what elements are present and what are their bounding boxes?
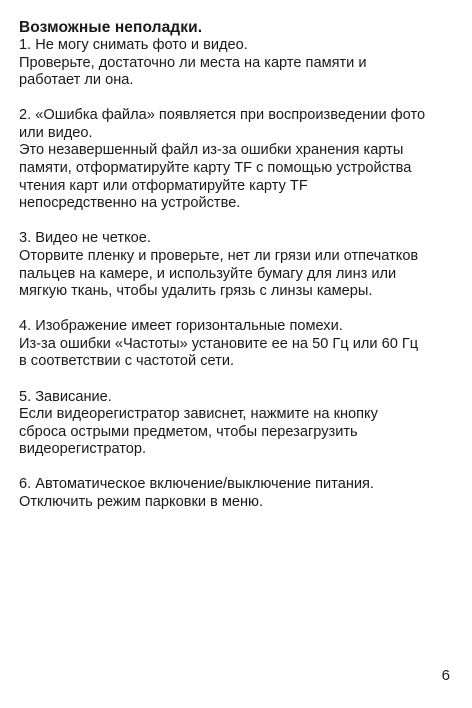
item-body-line: Из-за ошибки «Частоты» установите ее на 50 Гц или 60 Гц — [19, 335, 419, 352]
item-body-line: видеорегистратор. — [19, 441, 147, 458]
item-heading: 5. Зависание. — [19, 388, 112, 405]
item-heading: 2. «Ошибка файла» появляется при воспроизведении фото — [19, 107, 426, 124]
troubleshooting-item-6 — [19, 476, 459, 511]
item-body-line: Проверьте, достаточно ли места на карте памяти и — [19, 54, 367, 71]
item-body-line: мягкую ткань, чтобы удалить грязь с линзы камеры. — [19, 283, 373, 300]
item-body-line: работает ли она. — [19, 72, 134, 89]
item-body-line: Это незавершенный файл из-за ошибки хранения карты — [19, 142, 404, 159]
item-body-line: Оторвите пленку и проверьте, нет ли грязи или отпечатков — [19, 247, 419, 264]
item-heading: 3. Видео не четкое. — [19, 230, 151, 247]
item-heading: 4. Изображение имеет горизонтальные помехи. — [19, 318, 343, 335]
page-number: 6 — [441, 667, 450, 684]
item-heading: 1. Не могу снимать фото и видео. — [19, 37, 248, 53]
item-heading: 6. Автоматическое включение/выключение питания. — [19, 476, 374, 493]
page-title: Возможные неполадки. — [19, 19, 203, 36]
troubleshooting-section — [19, 19, 459, 529]
item-body-line: непосредственно на устройстве. — [19, 195, 241, 212]
item-body-line: чтения карт или отформатируйте карту TF — [19, 177, 308, 194]
item-body-line: пальцев на камере, и используйте бумагу для линз или — [19, 265, 397, 282]
troubleshooting-item-2 — [19, 107, 459, 213]
troubleshooting-item-3 — [19, 230, 459, 300]
item-body-line: сброса острыми предметом, чтобы перезагрузить — [19, 423, 358, 440]
item-body-line: Отключить режим парковки в меню. — [19, 493, 264, 510]
item-body-line: или видео. — [19, 124, 93, 141]
troubleshooting-item-4 — [19, 318, 459, 371]
troubleshooting-item-5 — [19, 389, 459, 459]
troubleshooting-item-1 — [19, 37, 459, 90]
item-body-line: Если видеорегистратор зависнет, нажмите на кнопку — [19, 406, 378, 423]
item-body-line: в соответствии с частотой сети. — [19, 353, 235, 370]
item-body-line: памяти, отформатируйте карту TF с помощью устройства — [19, 160, 412, 177]
